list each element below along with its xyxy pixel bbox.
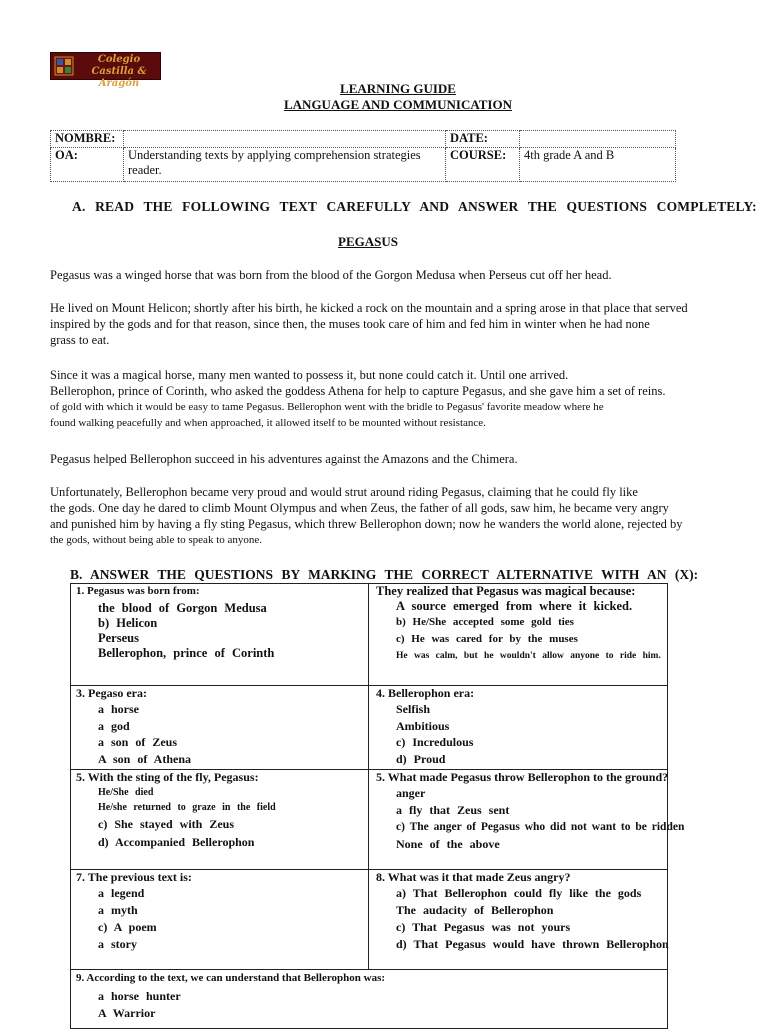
date-label: DATE:: [446, 131, 520, 148]
answer-option[interactable]: Perseus: [98, 631, 139, 645]
story-paragraph-1: Pegasus was a winged horse that was born from the blood of the Gorgon Medusa when Perseus cut off her head.: [50, 268, 612, 282]
story-line: Unfortunately, Bellerophon became very proud and would strut around riding Pegasus, claiming that he could fly like: [50, 485, 638, 499]
answer-option[interactable]: d) Accompanied Bellerophon: [98, 835, 255, 849]
story-paragraph-4: Pegasus helped Bellerophon succeed in his adventures against the Amazons and the Chimera.: [50, 452, 518, 466]
story-paragraph-5: [50, 484, 683, 548]
story-title: [338, 234, 398, 250]
question-title: 4. Bellerophon era:: [376, 686, 475, 700]
answer-option[interactable]: c) A poem: [98, 920, 157, 934]
answer-option[interactable]: None of the above: [396, 837, 500, 851]
story-line: the gods. One day he dared to climb Mount Olympus and when Zeus, the father of all gods, saw him, he became very angry: [50, 501, 669, 515]
answer-option[interactable]: a god: [98, 718, 130, 733]
school-logo: [50, 52, 161, 89]
answer-option[interactable]: a horse: [98, 702, 139, 716]
answer-option[interactable]: a fly that Zeus sent: [396, 803, 510, 817]
story-line: Bellerophon, prince of Corinth, who asked the goddess Athena for help to capture Pegasus, and she gave him a set of reins.: [50, 384, 666, 398]
question-5: [76, 770, 276, 851]
answer-option[interactable]: c) He was cared for by the muses: [396, 633, 578, 645]
story-line: He lived on Mount Helicon; shortly after his birth, he kicked a rock on the mountain and a spring arose in that place that served: [50, 301, 688, 315]
nombre-label: NOMBRE:: [51, 131, 124, 148]
question-title: They realized that Pegasus was magical because:: [376, 584, 636, 598]
question-9: [76, 971, 385, 1022]
answer-option[interactable]: He was calm, but he wouldn't allow anyone to ride him.: [396, 651, 661, 661]
story-line: Since it was a magical horse, many men wanted to possess it, but none could catch it. Until one arrived.: [50, 368, 569, 382]
answer-option[interactable]: b) Helicon: [98, 616, 158, 630]
question-3: [76, 686, 191, 767]
question-title: 7. The previous text is:: [76, 870, 192, 884]
answer-option[interactable]: a) That Bellerophon could fly like the gods: [396, 886, 642, 900]
answer-option[interactable]: d) That Pegasus would have thrown Bellerophon: [396, 937, 669, 951]
story-line: found walking peacefully and when approached, it allowed itself to be mounted without resistance.: [50, 417, 486, 429]
answer-option[interactable]: Selfish: [396, 702, 431, 716]
story-paragraph-2: [50, 300, 688, 348]
section-b-heading: B. ANSWER THE QUESTIONS BY MARKING THE CORRECT ALTERNATIVE WITH AN (X):: [70, 567, 699, 582]
answer-option[interactable]: a story: [98, 937, 137, 951]
oa-label: OA:: [51, 148, 124, 182]
answer-option[interactable]: d) Proud: [396, 751, 446, 766]
story-title-underlined: PEGAS: [338, 234, 382, 249]
question-7: [76, 870, 192, 953]
question-title: 8. What was it that made Zeus angry?: [376, 870, 571, 884]
story-line: the gods, without being able to speak to anyone.: [50, 534, 263, 546]
school-crest-icon: [54, 56, 74, 76]
answer-option[interactable]: c) Incredulous: [396, 735, 474, 749]
question-title: 3. Pegaso era:: [76, 686, 147, 700]
story-line: inspired by the gods and for that reason, since then, the muses took care of him and fed him in winter when he had none: [50, 317, 650, 331]
answer-option[interactable]: c) The anger of Pegasus who did not want to be ridden: [396, 821, 685, 833]
story-line: of gold with which it would be easy to tame Pegasus. Bellerophon went with the bridle to Pegasus' favorite meadow where he: [50, 401, 604, 413]
answer-option[interactable]: A source emerged from where it kicked.: [396, 599, 633, 613]
answer-option[interactable]: Ambitious: [396, 718, 450, 733]
oa-value-line1: Understanding texts by applying comprehension strategies: [128, 148, 421, 162]
nombre-field[interactable]: [124, 131, 446, 148]
question-title: 9. According to the text, we can understand that Bellerophon was:: [76, 972, 386, 984]
answer-option[interactable]: a horse hunter: [98, 989, 181, 1003]
section-a-heading: A. READ THE FOLLOWING TEXT CAREFULLY AND ANSWER THE QUESTIONS COMPLETELY:: [72, 199, 757, 214]
answer-option[interactable]: A Warrior: [98, 1006, 156, 1020]
question-4: [376, 686, 474, 767]
answer-option[interactable]: a legend: [98, 886, 145, 900]
school-name-line2: Castilla & Aragón: [91, 66, 147, 89]
course-label: COURSE:: [446, 148, 520, 182]
question-title: 5. What made Pegasus throw Bellerophon to the ground?: [376, 770, 669, 784]
guide-title: LEARNING GUIDE: [340, 81, 456, 96]
course-value: 4th grade A and B: [520, 148, 676, 182]
story-title-rest: US: [381, 234, 398, 249]
story-line: and punished him by having a fly sting Pegasus, which threw Bellerophon down; now he wanders the world alone, rejected by: [50, 517, 683, 531]
oa-value: [124, 148, 446, 182]
question-2: [376, 584, 661, 664]
date-field[interactable]: [520, 131, 676, 148]
answer-option[interactable]: a myth: [98, 903, 138, 917]
answer-option[interactable]: A son of Athena: [98, 751, 192, 766]
answer-option[interactable]: He/She died: [98, 787, 154, 798]
story-paragraph-3: [50, 367, 665, 431]
answer-option[interactable]: the blood of Gorgon Medusa: [98, 601, 267, 615]
answer-option[interactable]: Bellerophon, prince of Corinth: [98, 646, 275, 660]
answer-option[interactable]: The audacity of Bellerophon: [396, 903, 554, 917]
question-title: 5. With the sting of the fly, Pegasus:: [76, 770, 259, 784]
story-line: grass to eat.: [50, 333, 110, 347]
question-title: 1. Pegasus was born from:: [76, 585, 200, 597]
school-name-line1: Colegio: [97, 54, 141, 65]
answer-option[interactable]: He/she returned to graze in the field: [98, 802, 276, 813]
student-info-table: [50, 130, 676, 182]
answer-option[interactable]: c) That Pegasus was not yours: [396, 920, 571, 934]
oa-value-line2: reader.: [128, 163, 162, 177]
answer-option[interactable]: c) She stayed with Zeus: [98, 817, 235, 831]
answer-option[interactable]: a son of Zeus: [98, 735, 178, 749]
question-8: [376, 870, 669, 953]
guide-subtitle: LANGUAGE AND COMMUNICATION: [284, 97, 512, 112]
question-1: [76, 584, 274, 661]
answer-option[interactable]: anger: [396, 786, 426, 800]
question-6: [376, 770, 684, 853]
answer-option[interactable]: b) He/She accepted some gold ties: [396, 616, 574, 628]
